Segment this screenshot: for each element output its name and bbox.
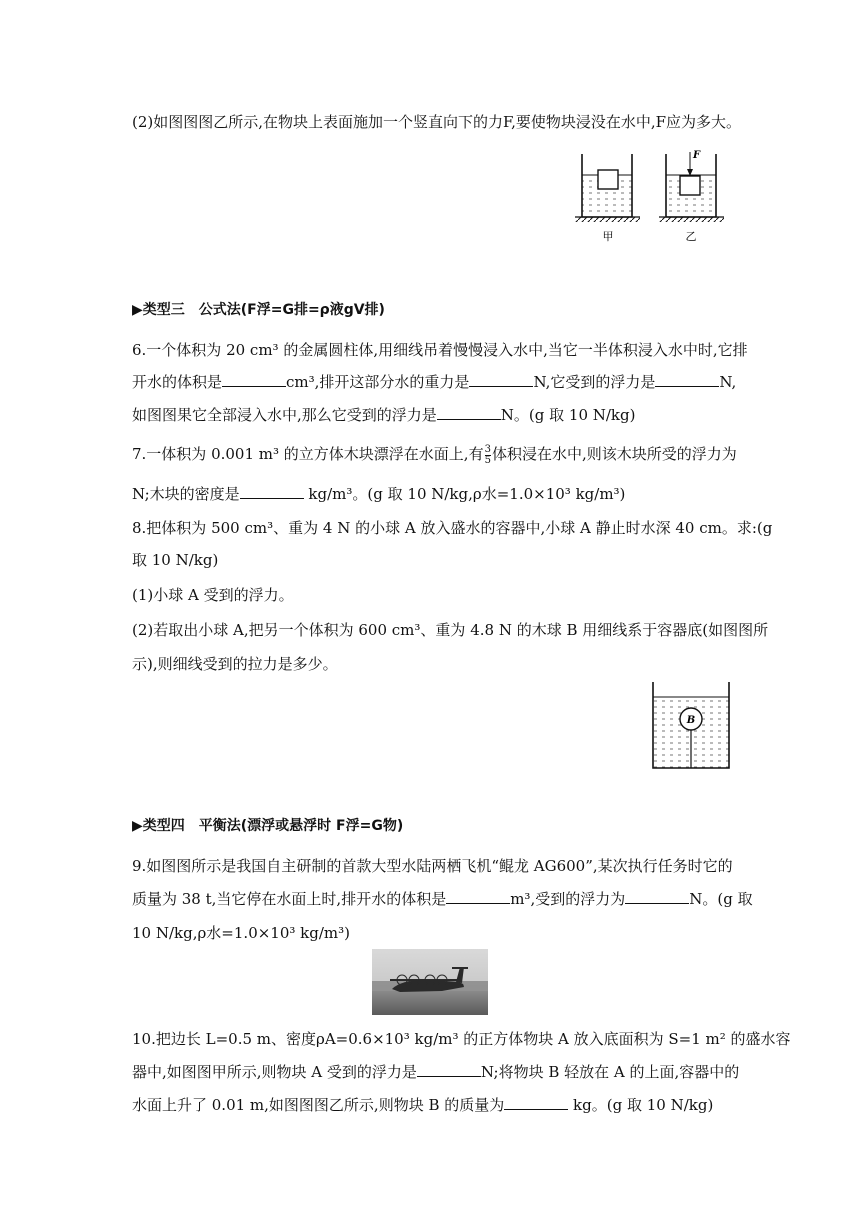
q6-text-b: cm³,排开这部分水的重力是: [286, 373, 470, 391]
q10-text-c: 水面上升了 0.01 m,如图图图乙所示,则物块 B 的质量为: [132, 1096, 505, 1114]
q5-part2-text: (2)如图图图乙所示,在物块上表面施加一个竖直向下的力F,要使物块浸没在水中,F应为多大。: [132, 113, 742, 131]
beaker-figure-jia-yi: [572, 148, 732, 246]
q8-line1: 8.把体积为 500 cm³、重为 4 N 的小球 A 放入盛水的容器中,小球 A 静止时水深 40 cm。求:(g: [132, 519, 773, 537]
q6-text-f: N。(g 取 10 N/kg): [500, 406, 636, 424]
answer-blank: [417, 1062, 481, 1077]
q10-text-b: N;将物块 B 轻放在 A 的上面,容器中的: [480, 1063, 740, 1081]
q10-line2: [132, 1062, 739, 1082]
answer-blank: [446, 889, 510, 904]
fraction: [485, 445, 491, 466]
block-yi: [680, 176, 700, 195]
seaplane-photo: [372, 949, 488, 1015]
q8-line3: (1)小球 A 受到的浮力。: [132, 586, 294, 604]
block-jia: [598, 170, 618, 189]
label-jia: 甲: [602, 230, 614, 243]
label-yi: 乙: [685, 230, 697, 243]
q10-text-d: kg。(g 取 10 N/kg): [568, 1096, 714, 1114]
answer-blank: [504, 1095, 568, 1110]
q7-text-b: 体积浸在水中,则该木块所受的浮力为: [491, 445, 737, 463]
beaker-jia: [575, 154, 640, 243]
q8-line5: 示),则细线受到的拉力是多少。: [132, 655, 338, 673]
q9-text-b: m³,受到的浮力为: [510, 890, 626, 908]
q10-line1: 10.把边长 L=0.5 m、密度ρA=0.6×10³ kg/m³ 的正方体物块 A 放入底面积为 S=1 m² 的盛水容: [132, 1030, 791, 1048]
q7-line2: [132, 484, 625, 504]
beaker-yi: [659, 150, 724, 243]
q7-line1: [132, 444, 737, 466]
answer-blank: [222, 372, 286, 387]
q6-line3: [132, 405, 635, 425]
q6-text-e: 如图图果它全部浸入水中,那么它受到的浮力是: [132, 406, 437, 424]
answer-blank: [655, 372, 719, 387]
q9-text-c: N。(g 取: [689, 890, 753, 908]
answer-blank: [469, 372, 533, 387]
section-3-title: ▶类型三 公式法(F浮=G排=ρ液gV排): [132, 302, 385, 318]
q8-line4: (2)若取出小球 A,把另一个体积为 600 cm³、重为 4.8 N 的木球 B 用细线系于容器底(如图图所: [132, 621, 769, 639]
q8-line2: 取 10 N/kg): [132, 551, 219, 569]
q10-line3: [132, 1095, 713, 1115]
answer-blank: [625, 889, 689, 904]
q6-text-a: 开水的体积是: [132, 373, 223, 391]
fraction-numerator: 3: [484, 443, 491, 455]
q10-text-a: 器中,如图图甲所示,则物块 A 受到的浮力是: [132, 1063, 417, 1081]
q9-line1: 9.如图图所示是我国自主研制的首款大型水陆两栖飞机“鲲龙 AG600”,某次执行任务时它的: [132, 857, 733, 875]
section-4-title: ▶类型四 平衡法(漂浮或悬浮时 F浮=G物): [132, 818, 404, 834]
q9-line2: [132, 889, 753, 909]
q7-text-a: 7.一体积为 0.001 m³ 的立方体木块漂浮在水面上,有: [132, 445, 484, 463]
answer-blank: [437, 405, 501, 420]
q9-text-a: 质量为 38 t,当它停在水面上时,排开水的体积是: [132, 890, 447, 908]
fraction-denominator: 5: [484, 454, 491, 466]
force-label: F: [693, 150, 701, 161]
q6-text-c: N,它受到的浮力是: [533, 373, 656, 391]
ball-b-label: B: [686, 715, 696, 726]
q6-line1: 6.一个体积为 20 cm³ 的金属圆柱体,用细线吊着慢慢浸入水中,当它一半体积浸入水中时,它排: [132, 341, 748, 359]
q7-text-d: kg/m³。(g 取 10 N/kg,ρ水=1.0×10³ kg/m³): [303, 485, 626, 503]
answer-blank: [240, 484, 304, 499]
q6-text-d: N,: [719, 373, 737, 391]
q9-line3: 10 N/kg,ρ水=1.0×10³ kg/m³): [132, 924, 351, 942]
q6-line2: [132, 372, 736, 392]
container-ball-figure: [645, 680, 737, 772]
q7-text-c: N;木块的密度是: [132, 485, 240, 503]
